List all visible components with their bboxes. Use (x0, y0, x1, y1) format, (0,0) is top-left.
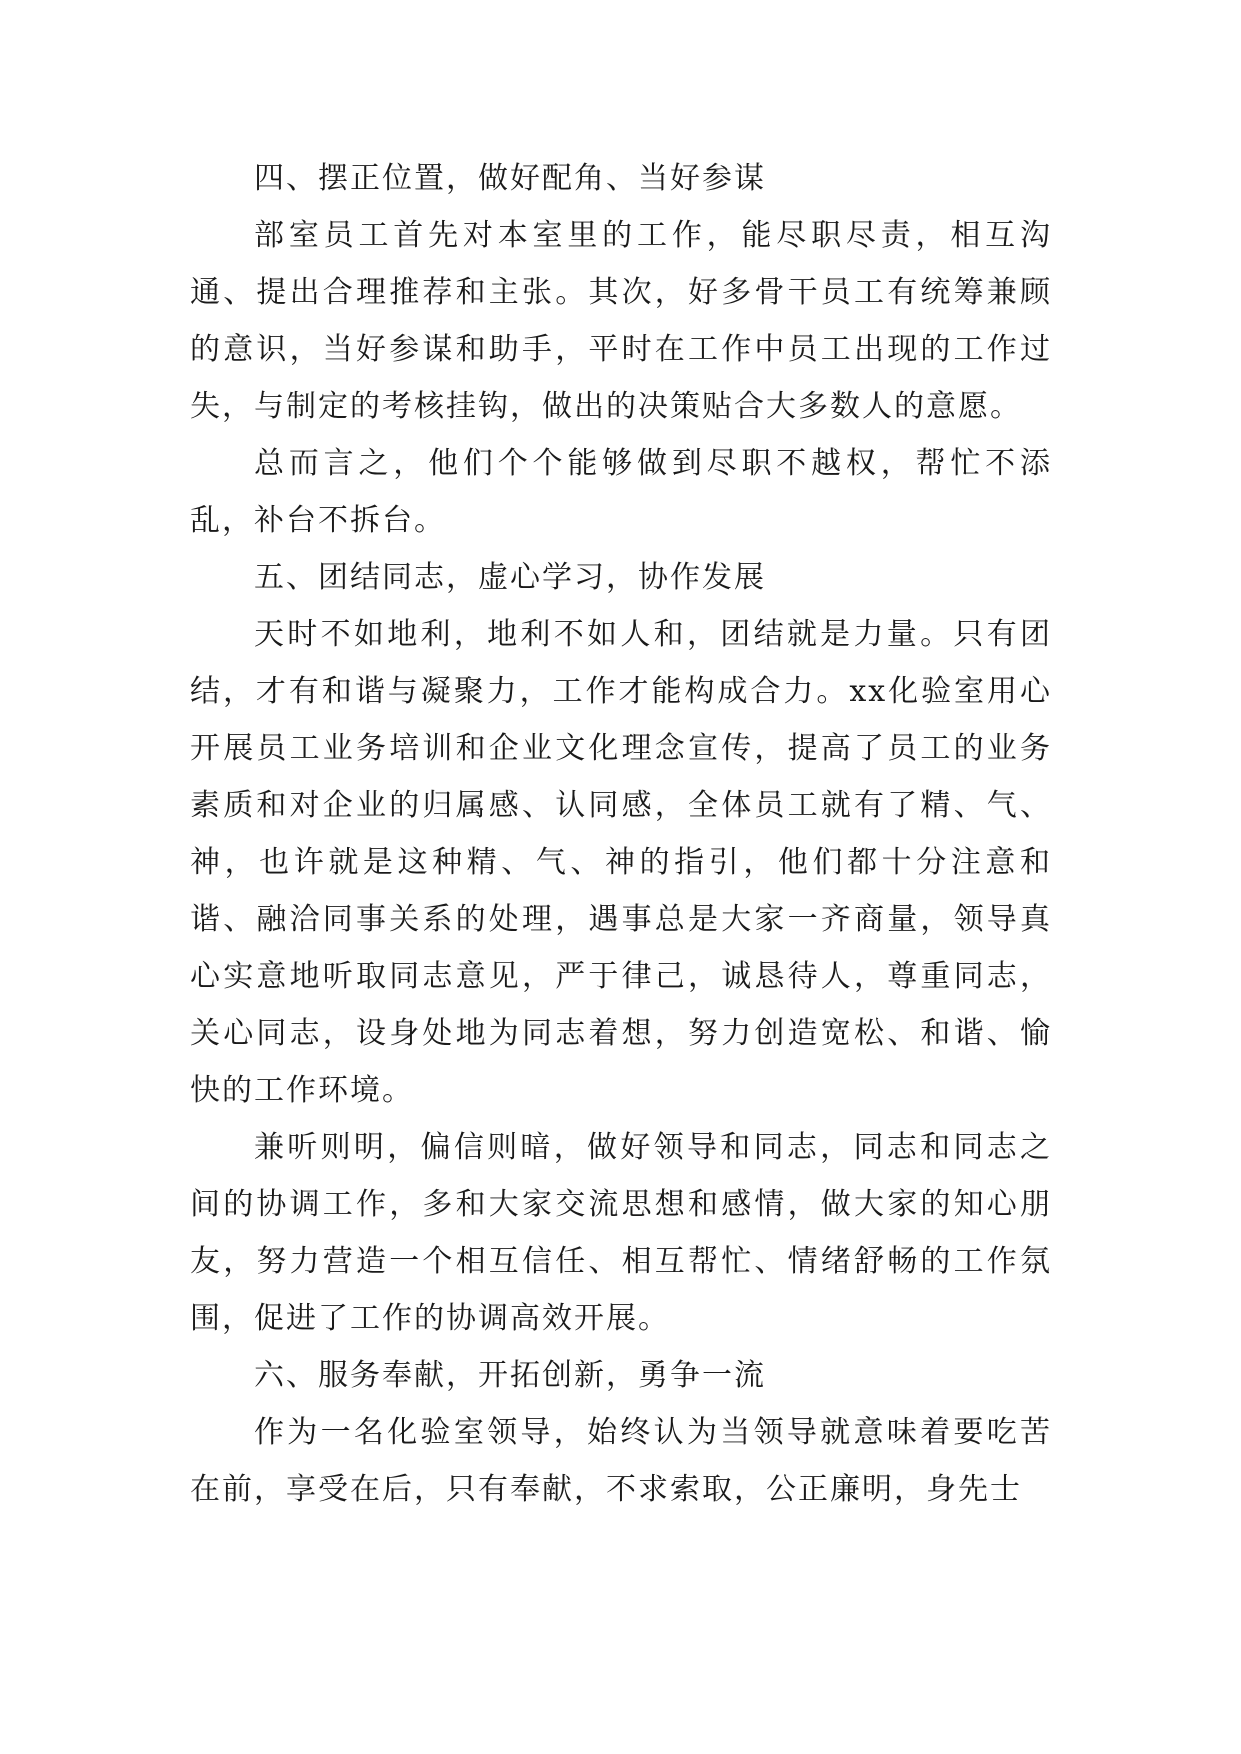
document-body (190, 150, 1052, 1518)
paragraph: 兼听则明，偏信则暗，做好领导和同志，同志和同志之间的协调工作，多和大家交流思想和感情，做大家的知心朋友，努力营造一个相互信任、相互帮忙、情绪舒畅的工作氛围，促进了工作的协调高效开展。 (190, 1130, 1052, 1336)
paragraph: 天时不如地利，地利不如人和，团结就是力量。只有团结，才有和谐与凝聚力，工作才能构成合力。xx化验室用心开展员工业务培训和企业文化理念宣传，提高了员工的业务素质和对企业的归属感、认同感，全体员工就有了精、气、神，也许就是这种精、气、神的指引，他们都十分注意和谐、融洽同事关系的处理，遇事总是大家一齐商量，领导真心实意地听取同志意见，严于律己，诚恳待人，尊重同志，关心同志，设身处地为同志着想，努力创造宽松、和谐、愉快的工作环境。 (190, 617, 1052, 1108)
paragraph: 总而言之，他们个个能够做到尽职不越权，帮忙不添乱，补台不拆台。 (190, 446, 1052, 538)
section-heading-6: 六、服务奉献，开拓创新，勇争一流 (254, 1358, 766, 1393)
section-heading-4: 四、摆正位置，做好配角、当好参谋 (254, 161, 766, 196)
paragraph: 作为一名化验室领导，始终认为当领导就意味着要吃苦在前，享受在后，只有奉献，不求索取，公正廉明，身先士 (190, 1415, 1052, 1507)
section-heading-5: 五、团结同志，虚心学习，协作发展 (254, 560, 766, 595)
paragraph: 部室员工首先对本室里的工作，能尽职尽责，相互沟通、提出合理推荐和主张。其次，好多骨干员工有统筹兼顾的意识，当好参谋和助手，平时在工作中员工出现的工作过失，与制定的考核挂钩，做出的决策贴合大多数人的意愿。 (190, 218, 1052, 424)
